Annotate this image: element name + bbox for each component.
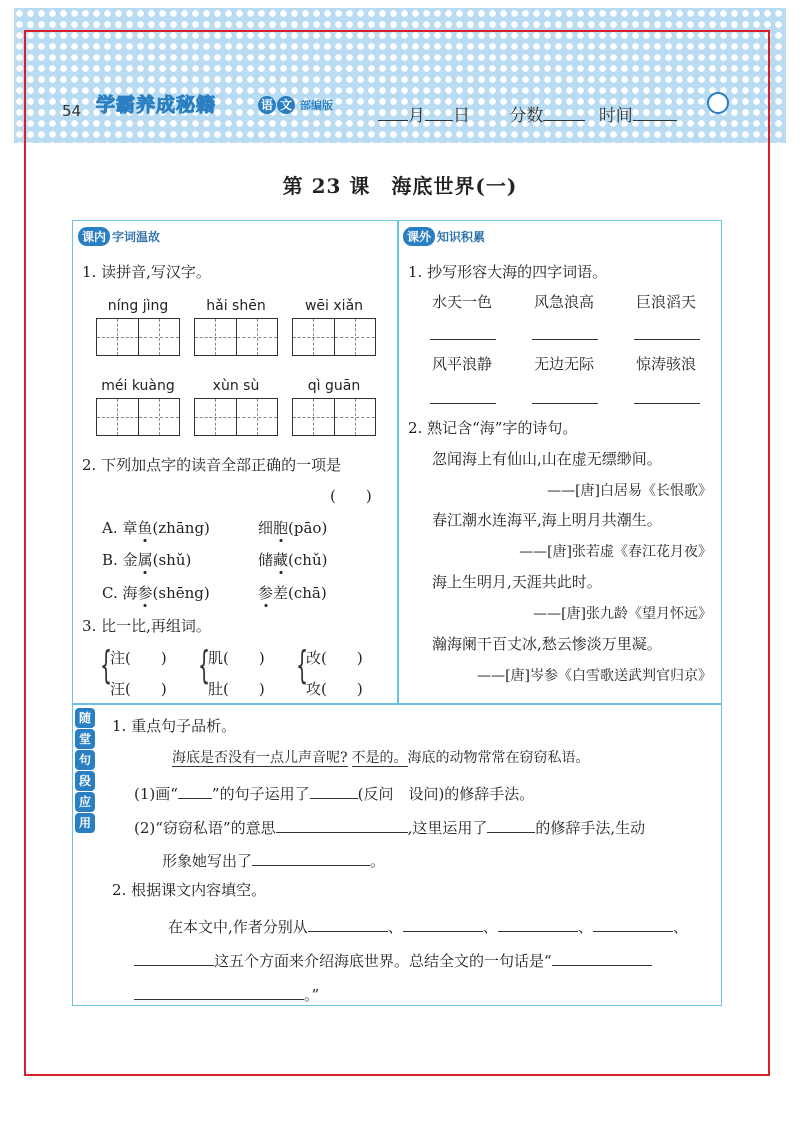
left-panel-tag xyxy=(78,227,160,246)
bottom-q1: 1. 重点句子品析。 xyxy=(112,717,237,735)
q-text: 的修辞手法,生动 xyxy=(535,819,646,837)
underlined-answer: 不是的。 xyxy=(351,750,408,766)
poem-source: ——[唐]张九龄《望月怀远》 xyxy=(533,606,712,622)
compare-word[interactable]: 肌( ) xyxy=(208,649,265,667)
answer-blank[interactable] xyxy=(552,948,652,966)
dotted-char: 鱼 xyxy=(137,519,153,537)
copy-blank[interactable] xyxy=(430,386,496,404)
month-blank[interactable] xyxy=(378,104,408,121)
tag-pill: 课内 xyxy=(78,227,110,246)
tag-char: 句 xyxy=(75,750,95,770)
answer-blank[interactable] xyxy=(487,815,535,833)
dotted-char: 藏 xyxy=(273,551,289,569)
underlined-question: 海底是否没有一点儿声音呢? xyxy=(172,750,348,766)
sep: 、 xyxy=(482,918,498,936)
subject-char: 语 xyxy=(258,96,276,114)
option-a-2 xyxy=(258,518,327,538)
right-panel-tag xyxy=(403,227,485,246)
q-text: (2)“窃窃私语”的意思 xyxy=(134,819,276,837)
option-word: 章 xyxy=(122,519,138,537)
sep: 、 xyxy=(387,918,403,936)
sentence-rest: 海底的动物常常在窃窃私语。 xyxy=(407,750,590,766)
option-word: 海 xyxy=(122,584,138,602)
time-label: 时间 xyxy=(598,106,633,126)
month-label: 月 xyxy=(408,106,425,126)
brand-title: 学霸养成秘籍 xyxy=(96,94,217,116)
brace-icon: { xyxy=(100,643,113,687)
option-word: 细 xyxy=(258,519,274,537)
brace-icon: { xyxy=(296,643,309,687)
writing-grid[interactable] xyxy=(292,318,376,356)
option-b-2 xyxy=(258,550,327,570)
right-q2: 2. 熟记含“海”字的诗句。 xyxy=(408,419,578,437)
answer-blank[interactable] xyxy=(178,781,212,799)
answer-blank[interactable] xyxy=(403,914,483,932)
option-a[interactable] xyxy=(102,518,210,538)
fill-line-3 xyxy=(134,982,319,1005)
tag-text: 知识积累 xyxy=(437,230,486,244)
analysis-sentence xyxy=(172,748,590,768)
copy-blank[interactable] xyxy=(634,322,700,340)
answer-paren[interactable]: ( ) xyxy=(330,487,372,505)
tag-text: 字词温故 xyxy=(112,230,161,244)
bottom-panel-tag xyxy=(75,708,97,834)
score-blank[interactable] xyxy=(543,104,585,121)
fill-line-2 xyxy=(134,948,652,971)
writing-grid[interactable] xyxy=(96,398,180,436)
score-label: 分数 xyxy=(509,106,544,126)
poem-line: 春江潮水连海平,海上明月共潮生。 xyxy=(432,511,662,529)
pinyin-label: hǎi shēn xyxy=(206,298,266,314)
compare-word[interactable]: 注( ) xyxy=(110,649,167,667)
poem-line: 海上生明月,天涯共此时。 xyxy=(432,573,602,591)
option-label: A. xyxy=(102,519,118,537)
left-q1: 1. 读拼音,写汉字。 xyxy=(82,263,211,281)
sub-question-2-cont xyxy=(162,848,385,871)
writing-grid[interactable] xyxy=(194,398,278,436)
tag-char: 随 xyxy=(75,708,95,728)
day-label: 日 xyxy=(453,106,470,126)
tag-pill: 课外 xyxy=(403,227,435,246)
poem-source: ——[唐]张若虚《春江花月夜》 xyxy=(519,544,712,560)
option-word: 储 xyxy=(258,551,274,569)
idiom: 风急浪高 xyxy=(534,293,595,311)
page-number: 54 xyxy=(62,102,82,120)
option-label: B. xyxy=(102,551,118,569)
answer-blank[interactable] xyxy=(276,815,408,833)
compare-word[interactable]: 汪( ) xyxy=(110,680,167,698)
answer-blank[interactable] xyxy=(134,982,304,1000)
fill-line-1 xyxy=(168,914,688,937)
dotted-char: 胞 xyxy=(273,519,289,537)
compare-word[interactable]: 肚( ) xyxy=(208,680,265,698)
q-text: 。 xyxy=(370,852,386,870)
answer-blank[interactable] xyxy=(310,781,358,799)
left-q2: 2. 下列加点字的读音全部正确的一项是 xyxy=(82,456,342,474)
option-word: 差(chā) xyxy=(273,584,327,602)
subject-badge xyxy=(258,96,333,114)
poem-source: ——[唐]岑参《白雪歌送武判官归京》 xyxy=(477,668,712,684)
q-text: ”的句子运用了 xyxy=(211,785,310,803)
idiom: 惊涛骇浪 xyxy=(636,355,697,373)
idiom: 无边无际 xyxy=(534,355,595,373)
idiom: 水天一色 xyxy=(432,293,493,311)
sep: 、 xyxy=(577,918,593,936)
writing-grid[interactable] xyxy=(96,318,180,356)
poem-line: 瀚海阑干百丈冰,愁云惨淡万里凝。 xyxy=(432,635,662,653)
answer-blank[interactable] xyxy=(252,848,370,866)
tag-char: 堂 xyxy=(75,729,95,749)
date-score-line xyxy=(378,101,677,126)
edition-label: 部编版 xyxy=(300,99,333,112)
q-text: 这五个方面来介绍海底世界。总结全文的一句话是“ xyxy=(214,952,552,970)
q-text: 形象她写出了 xyxy=(162,852,253,870)
dotted-char: 参 xyxy=(137,584,153,602)
pinyin-label: qì guān xyxy=(307,378,361,394)
copy-blank[interactable] xyxy=(532,386,598,404)
q-text: (1)画“ xyxy=(134,785,178,803)
pinyin-label: wēi xiǎn xyxy=(304,298,364,314)
dotted-char: 属 xyxy=(137,551,153,569)
pinyin-label: xùn sù xyxy=(212,378,260,394)
q-text: ,这里运用了 xyxy=(407,819,488,837)
option-word: (shēng) xyxy=(152,584,210,602)
sub-question-1 xyxy=(134,781,534,804)
dotted-char: 参 xyxy=(258,584,274,602)
subject-char: 文 xyxy=(277,96,295,114)
lesson-title: 第 23 课 海底世界(一) xyxy=(282,174,518,198)
time-blank[interactable] xyxy=(633,104,677,121)
right-q1: 1. 抄写形容大海的四字词语。 xyxy=(408,263,608,281)
poem-line: 忽闻海上有仙山,山在虚无缥缈间。 xyxy=(432,450,662,468)
option-c-2 xyxy=(258,583,327,603)
idiom: 风平浪静 xyxy=(432,355,493,373)
bottom-q2: 2. 根据课文内容填空。 xyxy=(112,881,267,899)
option-label: C. xyxy=(102,584,118,602)
clock-icon xyxy=(707,92,729,114)
pinyin-label: méi kuàng xyxy=(101,378,175,394)
copy-blank[interactable] xyxy=(634,386,700,404)
option-word: (shǔ) xyxy=(152,551,192,569)
left-q3: 3. 比一比,再组词。 xyxy=(82,617,211,635)
idiom: 巨浪滔天 xyxy=(636,293,697,311)
writing-grid[interactable] xyxy=(292,398,376,436)
answer-blank[interactable] xyxy=(498,914,578,932)
q-text: 。” xyxy=(304,986,320,1004)
option-c[interactable] xyxy=(102,583,210,603)
day-blank[interactable] xyxy=(425,104,453,121)
sub-question-2 xyxy=(134,815,645,838)
answer-blank[interactable] xyxy=(134,948,214,966)
poem-source: ——[唐]白居易《长恨歌》 xyxy=(547,483,712,499)
tag-char: 用 xyxy=(75,813,95,833)
compare-word[interactable]: 改( ) xyxy=(306,649,363,667)
option-word: (chǔ) xyxy=(288,551,328,569)
brace-icon: { xyxy=(198,643,211,687)
sep: 、 xyxy=(672,918,688,936)
q-text: (反问 设问)的修辞手法。 xyxy=(357,785,535,803)
answer-blank[interactable] xyxy=(593,914,673,932)
tag-char: 应 xyxy=(75,792,95,812)
option-word: (pāo) xyxy=(288,519,328,537)
compare-word[interactable]: 攻( ) xyxy=(306,680,363,698)
answer-blank[interactable] xyxy=(308,914,388,932)
option-b[interactable] xyxy=(102,550,191,570)
pinyin-label: níng jìng xyxy=(107,298,169,314)
copy-blank[interactable] xyxy=(532,322,598,340)
option-word: 金 xyxy=(122,551,138,569)
tag-char: 段 xyxy=(75,771,95,791)
option-word: (zhāng) xyxy=(152,519,210,537)
writing-grid[interactable] xyxy=(194,318,278,356)
copy-blank[interactable] xyxy=(430,322,496,340)
q-text: 在本文中,作者分别从 xyxy=(168,918,308,936)
